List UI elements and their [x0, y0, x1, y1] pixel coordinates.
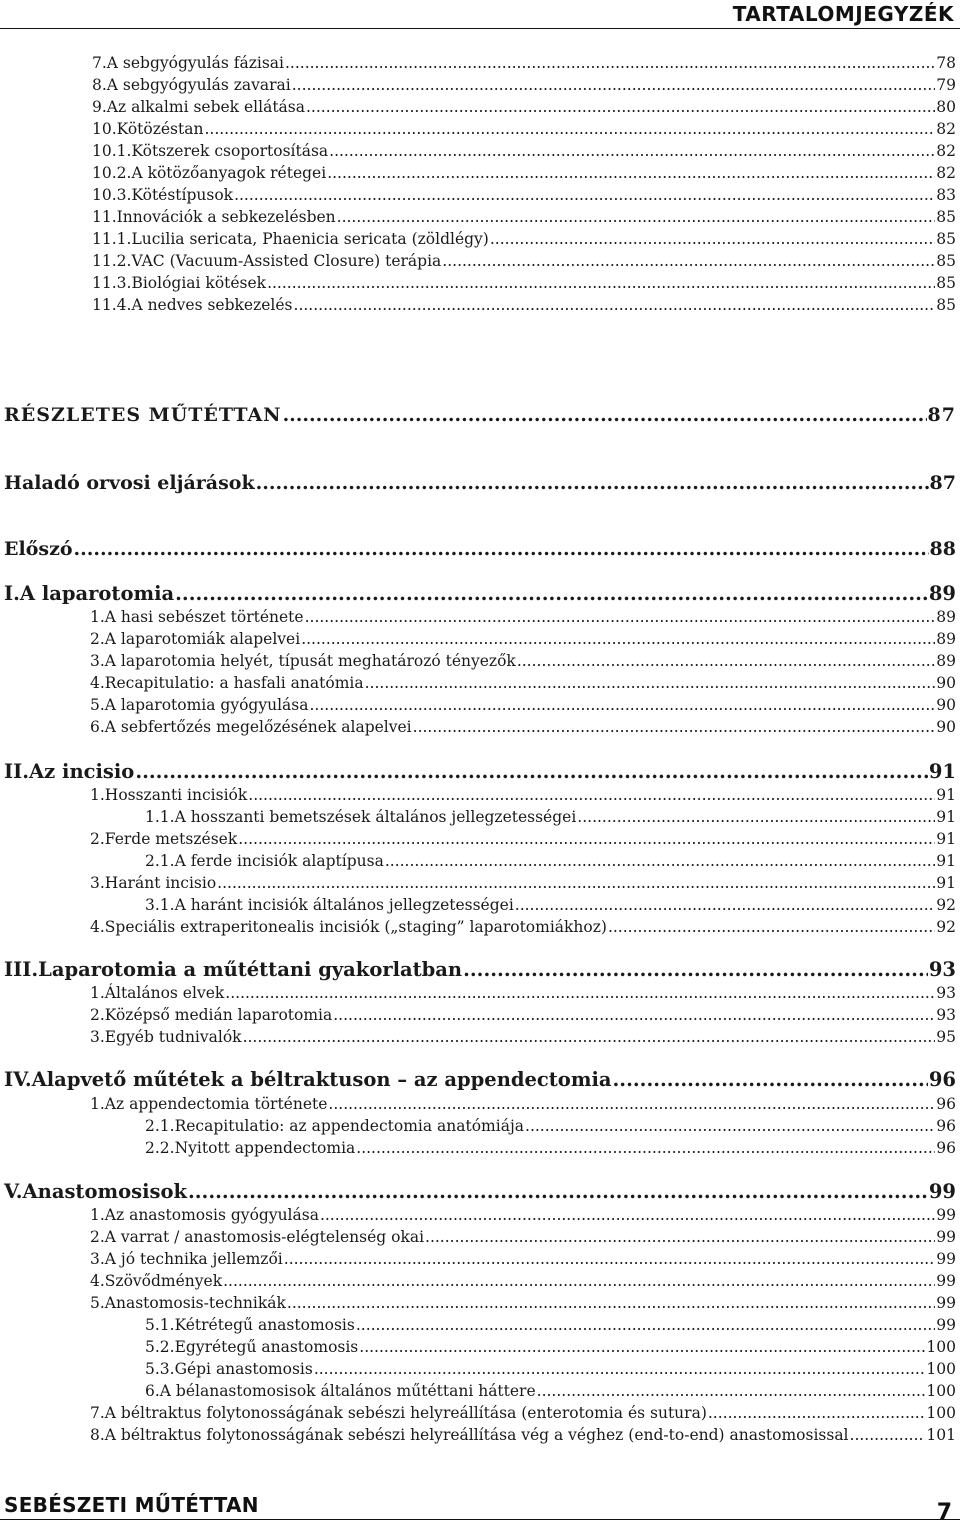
- toc-entry-number: 1.: [90, 1095, 105, 1113]
- toc-entry-title: A sebfertőzés megelőzésének alapelvei: [104, 718, 412, 736]
- toc-entry: [145, 1139, 956, 1157]
- toc-entry-page: 82: [936, 164, 956, 182]
- toc-entry-number: 2.: [90, 1006, 105, 1024]
- toc-entry: [145, 1316, 956, 1334]
- toc-entry-page: 100: [926, 1382, 956, 1400]
- toc-entry-title: VAC (Vacuum-Assisted Closure) terápia: [131, 252, 442, 270]
- toc-entry-number: 11.2.: [92, 252, 132, 270]
- toc-entry-title: Szövődmények: [104, 1272, 223, 1290]
- toc-entry-title: A hosszanti bemetszések általános jellegzetességei: [174, 808, 577, 826]
- toc-entry: [92, 252, 956, 270]
- toc-entry-page: 85: [936, 208, 956, 226]
- leader-dots: [333, 1006, 935, 1024]
- toc-entry-title: Alapvető műtétek a béltraktuson – az appendectomia: [31, 1068, 612, 1091]
- leader-dots: [238, 830, 935, 848]
- toc-entry-number: 10.1.: [92, 142, 132, 160]
- leader-dots: [537, 1382, 926, 1400]
- footer-rule: [0, 1519, 960, 1520]
- toc-entry-number: 3.1.: [145, 896, 175, 914]
- toc-entry: [90, 696, 956, 714]
- toc-entry-number: 3.: [90, 1250, 105, 1268]
- toc-entry-page: 100: [926, 1338, 956, 1356]
- toc-entry-title: Haladó orvosi eljárások: [4, 472, 255, 494]
- toc-entry-number: I.: [4, 582, 20, 605]
- leader-dots: [385, 852, 935, 870]
- toc-entry: [92, 142, 956, 160]
- toc-entry: [145, 1382, 956, 1400]
- toc-entry: [4, 538, 956, 560]
- toc-entry-title: Általános elvek: [104, 984, 225, 1002]
- toc-entry-number: 11.: [92, 208, 117, 226]
- toc-entry-number: 5.: [90, 696, 105, 714]
- toc-entry: [90, 786, 956, 804]
- toc-entry-title: Középső medián laparotomia: [104, 1006, 333, 1024]
- toc-entry-page: 89: [928, 582, 956, 605]
- toc-entry: [90, 718, 956, 736]
- toc-entry-title: Az alkalmi sebek ellátása: [106, 98, 305, 116]
- toc-entry-title: Lucilia sericata, Phaenicia sericata (zöldlégy): [131, 230, 489, 248]
- toc-entry-page: 95: [936, 1028, 956, 1046]
- toc-entry-number: 10.2.: [92, 164, 132, 182]
- leader-dots: [223, 1272, 935, 1290]
- toc-entry-number: 4.: [90, 918, 105, 936]
- toc-entry-number: 9.: [92, 98, 107, 116]
- toc-entry-title: Biológiai kötések: [131, 274, 267, 292]
- leader-dots: [425, 1228, 935, 1246]
- toc-entry-title: A haránt incisiók általános jellegzetességei: [174, 896, 514, 914]
- leader-dots: [356, 1316, 935, 1334]
- toc-entry-title: A jó technika jellemzői: [104, 1250, 283, 1268]
- leader-dots: [320, 1206, 935, 1224]
- toc-entry: [90, 1294, 956, 1312]
- toc-entry-title: Egyéb tudnivalók: [104, 1028, 242, 1046]
- leader-dots: [284, 1250, 935, 1268]
- toc-entry-page: 80: [936, 98, 956, 116]
- leader-dots: [337, 208, 936, 226]
- toc-entry-number: 1.: [90, 786, 105, 804]
- toc-entry-number: 2.: [90, 1228, 105, 1246]
- toc-entry-page: 93: [928, 958, 956, 981]
- toc-entry-page: 99: [936, 1316, 956, 1334]
- toc-entry-title: RÉSZLETES MŰTÉTTAN: [4, 404, 282, 426]
- leader-dots: [309, 696, 935, 714]
- leader-dots: [328, 1095, 935, 1113]
- toc-entry: [92, 120, 956, 138]
- toc-entry-page: 82: [936, 120, 956, 138]
- toc-entry: [90, 1028, 956, 1046]
- leader-dots: [234, 186, 935, 204]
- toc-entry: [90, 1228, 956, 1246]
- toc-entry-title: Gépi anastomosis: [174, 1360, 313, 1378]
- toc-entry: [90, 1250, 956, 1268]
- toc-entry: [90, 1272, 956, 1290]
- toc-entry: [90, 830, 956, 848]
- toc-entry-title: Hosszanti incisiók: [104, 786, 248, 804]
- toc-entry-title: Egyrétegű anastomosis: [174, 1338, 359, 1356]
- toc-entry: [90, 1426, 956, 1444]
- leader-dots: [283, 404, 927, 426]
- toc-entry-page: 99: [936, 1250, 956, 1268]
- toc-entry: [92, 296, 956, 314]
- toc-entry-page: 93: [936, 1006, 956, 1024]
- toc-entry-title: Anastomosis-technikák: [104, 1294, 286, 1312]
- toc-entry-number: 5.: [90, 1294, 105, 1312]
- toc-entry-page: 99: [928, 1180, 956, 1203]
- toc-entry-title: Nyitott appendectomia: [174, 1139, 356, 1157]
- toc-entry: [4, 1068, 956, 1091]
- toc-entry-page: 100: [926, 1360, 956, 1378]
- toc-entry-title: Recapitulatio: az appendectomia anatómiája: [174, 1117, 525, 1135]
- leader-dots: [850, 1426, 926, 1444]
- toc-entry-page: 92: [936, 918, 956, 936]
- toc-entry-number: 1.: [90, 984, 105, 1002]
- leader-dots: [267, 274, 935, 292]
- toc-entry-title: Laparotomia a műtéttani gyakorlatban: [38, 958, 463, 981]
- toc-entry-number: II.: [4, 760, 30, 783]
- page-number: 7: [936, 1500, 952, 1525]
- toc-entry-page: 99: [936, 1228, 956, 1246]
- toc-entry-title: A kötözőanyagok rétegei: [131, 164, 327, 182]
- leader-dots: [256, 472, 929, 494]
- leader-dots: [225, 984, 935, 1002]
- leader-dots: [413, 718, 936, 736]
- toc-entry: [90, 874, 956, 892]
- toc-entry: [90, 1006, 956, 1024]
- toc-entry-page: 85: [936, 230, 956, 248]
- toc-entry: [92, 208, 956, 226]
- leader-dots: [442, 252, 935, 270]
- leader-dots: [294, 296, 936, 314]
- toc-entry-title: A béltraktus folytonosságának sebészi helyreállítása (enterotomia és sutura): [104, 1404, 707, 1422]
- leader-dots: [359, 1338, 925, 1356]
- toc-entry-number: 2.: [90, 830, 105, 848]
- toc-entry-title: Speciális extraperitonealis incisiók („staging” laparotomiákhoz): [104, 918, 607, 936]
- leader-dots: [490, 230, 935, 248]
- toc-entry-page: 87: [927, 404, 956, 426]
- leader-dots: [217, 874, 935, 892]
- toc-entry-page: 88: [929, 538, 956, 560]
- toc-entry-number: 8.: [92, 76, 107, 94]
- toc-entry-title: Innovációk a sebkezelésben: [116, 208, 336, 226]
- toc-entry-page: 90: [936, 718, 956, 736]
- toc-entry-title: Kötözéstan: [116, 120, 204, 138]
- leader-dots: [708, 1404, 926, 1422]
- toc-entry-number: 2.1.: [145, 1117, 175, 1135]
- leader-dots: [613, 1068, 928, 1091]
- toc-entry-number: 1.1.: [145, 808, 175, 826]
- leader-dots: [248, 786, 935, 804]
- toc-entry-page: 87: [929, 472, 956, 494]
- toc-entry-number: 1.: [90, 608, 105, 626]
- toc-entry: [90, 630, 956, 648]
- toc-entry-title: A varrat / anastomosis-elégtelenség okai: [104, 1228, 425, 1246]
- toc-entry-page: 91: [928, 760, 956, 783]
- toc-entry-title: A ferde incisiók alaptípusa: [174, 852, 384, 870]
- toc-entry-page: 91: [936, 808, 956, 826]
- leader-dots: [329, 142, 935, 160]
- toc-entry-page: 85: [936, 274, 956, 292]
- toc-entry-page: 90: [936, 696, 956, 714]
- toc-entry-number: 2.1.: [145, 852, 175, 870]
- toc-entry-number: 1.: [90, 1206, 105, 1224]
- toc-entry-page: 96: [936, 1117, 956, 1135]
- toc-entry-page: 90: [936, 674, 956, 692]
- toc-entry: [92, 54, 956, 72]
- leader-dots: [243, 1028, 936, 1046]
- toc-entry-title: Az appendectomia története: [104, 1095, 328, 1113]
- leader-dots: [365, 674, 936, 692]
- toc-entry-title: Kötéstípusok: [131, 186, 234, 204]
- toc-entry: [92, 164, 956, 182]
- toc-entry: [92, 98, 956, 116]
- toc-entry: [92, 76, 956, 94]
- toc-entry: [4, 760, 956, 783]
- book-title: SEBÉSZETI MŰTÉTTAN: [4, 1493, 259, 1517]
- toc-entry: [90, 652, 956, 670]
- toc-entry: [92, 230, 956, 248]
- toc-entry-number: 10.: [92, 120, 117, 138]
- toc-entry-page: 96: [936, 1139, 956, 1157]
- toc-entry: [92, 274, 956, 292]
- running-header: TARTALOMJEGYZÉK: [732, 2, 954, 26]
- leader-dots: [306, 98, 935, 116]
- toc-entry-number: 7.: [90, 1404, 105, 1422]
- toc-entry-page: 101: [926, 1426, 956, 1444]
- toc-entry: [92, 186, 956, 204]
- toc-entry: [4, 958, 956, 981]
- toc-entry-title: Haránt incisio: [104, 874, 217, 892]
- toc-entry-title: A laparotomiák alapelvei: [104, 630, 301, 648]
- toc-entry: [90, 1095, 956, 1113]
- toc-entry-page: 99: [936, 1272, 956, 1290]
- leader-dots: [175, 582, 928, 605]
- leader-dots: [525, 1117, 935, 1135]
- toc-entry-page: 82: [936, 142, 956, 160]
- leader-dots: [204, 120, 935, 138]
- toc-entry-number: 6.: [90, 718, 105, 736]
- toc-entry-title: Kötszerek csoportosítása: [131, 142, 329, 160]
- toc-entry-title: Az anastomosis gyógyulása: [104, 1206, 319, 1224]
- toc-entry-page: 96: [936, 1095, 956, 1113]
- toc-entry: [145, 808, 956, 826]
- toc-entry: [90, 984, 956, 1002]
- toc-entry-page: 79: [936, 76, 956, 94]
- toc-entry-page: 83: [936, 186, 956, 204]
- toc-entry-number: 4.: [90, 1272, 105, 1290]
- toc-entry-page: 91: [936, 786, 956, 804]
- toc-entry-number: 5.2.: [145, 1338, 175, 1356]
- leader-dots: [292, 76, 936, 94]
- toc-entry: [4, 404, 956, 426]
- toc-entry-number: 7.: [92, 54, 107, 72]
- toc-entry: [90, 674, 956, 692]
- leader-dots: [327, 164, 935, 182]
- toc-entry-page: 99: [936, 1206, 956, 1224]
- leader-dots: [577, 808, 935, 826]
- toc-entry-page: 91: [936, 874, 956, 892]
- toc-entry-page: 96: [928, 1068, 956, 1091]
- toc-entry-title: A sebgyógyulás fázisai: [106, 54, 284, 72]
- toc-entry: [90, 1206, 956, 1224]
- toc-entry-page: 91: [936, 830, 956, 848]
- toc-entry-title: A laparotomia: [19, 582, 175, 605]
- toc-entry-title: Ferde metszések: [104, 830, 238, 848]
- toc-entry-number: III.: [4, 958, 39, 981]
- toc-entry-number: 5.3.: [145, 1360, 175, 1378]
- leader-dots: [74, 538, 929, 560]
- toc-entry: [145, 1117, 956, 1135]
- toc-entry-title: A bélanastomosisok általános műtéttani háttere: [159, 1382, 536, 1400]
- toc-entry-title: A laparotomia gyógyulása: [104, 696, 309, 714]
- toc-entry: [4, 472, 956, 494]
- toc-entry: [145, 1360, 956, 1378]
- toc-entry-page: 78: [936, 54, 956, 72]
- toc-entry-number: 3.: [90, 1028, 105, 1046]
- leader-dots: [515, 896, 935, 914]
- leader-dots: [287, 1294, 935, 1312]
- toc-entry-title: Előszó: [4, 538, 73, 560]
- toc-entry: [4, 1180, 956, 1203]
- header-rule: [0, 28, 960, 29]
- toc-entry-title: Recapitulatio: a hasfali anatómia: [104, 674, 364, 692]
- leader-dots: [608, 918, 935, 936]
- leader-dots: [517, 652, 935, 670]
- leader-dots: [285, 54, 935, 72]
- toc-entry: [90, 918, 956, 936]
- leader-dots: [305, 608, 936, 626]
- toc-entry-page: 100: [926, 1404, 956, 1422]
- leader-dots: [314, 1360, 926, 1378]
- toc-entry: [145, 1338, 956, 1356]
- toc-entry-number: 4.: [90, 674, 105, 692]
- toc-entry-number: 3.: [90, 652, 105, 670]
- toc-entry-page: 85: [936, 252, 956, 270]
- toc-entry-number: 2.2.: [145, 1139, 175, 1157]
- toc-entry-title: Anastomosisok: [22, 1180, 187, 1203]
- toc-entry-number: 3.: [90, 874, 105, 892]
- toc-entry-title: A laparotomia helyét, típusát meghatározó tényezők: [104, 652, 516, 670]
- leader-dots: [356, 1139, 935, 1157]
- toc-entry-number: 11.3.: [92, 274, 132, 292]
- toc-entry-number: IV.: [4, 1068, 32, 1091]
- toc-entry-number: 2.: [90, 630, 105, 648]
- toc-entry-page: 89: [936, 630, 956, 648]
- toc-entry-page: 85: [936, 296, 956, 314]
- toc-entry-page: 93: [936, 984, 956, 1002]
- toc-entry: [4, 582, 956, 605]
- toc-entry: [145, 852, 956, 870]
- toc-entry-page: 92: [936, 896, 956, 914]
- leader-dots: [188, 1180, 928, 1203]
- toc-entry-number: V.: [4, 1180, 23, 1203]
- toc-entry-title: Kétrétegű anastomosis: [174, 1316, 355, 1334]
- toc-entry-page: 91: [936, 852, 956, 870]
- toc-entry-title: A béltraktus folytonosságának sebészi helyreállítása vég a véghez (end-to-end) anastomosissal: [104, 1426, 849, 1444]
- toc-entry-page: 99: [936, 1294, 956, 1312]
- toc-entry-title: A sebgyógyulás zavarai: [106, 76, 291, 94]
- toc-entry: [145, 896, 956, 914]
- toc-entry: [90, 608, 956, 626]
- toc-entry-number: 8.: [90, 1426, 105, 1444]
- toc-entry-number: 10.3.: [92, 186, 132, 204]
- toc-entry-number: 6.: [145, 1382, 160, 1400]
- leader-dots: [135, 760, 928, 783]
- toc-entry-number: 5.1.: [145, 1316, 175, 1334]
- leader-dots: [463, 958, 928, 981]
- toc-entry-title: Az incisio: [29, 760, 135, 783]
- toc-entry-page: 89: [936, 652, 956, 670]
- toc-entry-page: 89: [936, 608, 956, 626]
- toc-entry-title: A hasi sebészet története: [104, 608, 304, 626]
- toc-entry: [90, 1404, 956, 1422]
- toc-entry-number: 11.1.: [92, 230, 132, 248]
- toc-entry-title: A nedves sebkezelés: [131, 296, 293, 314]
- leader-dots: [301, 630, 935, 648]
- toc-entry-number: 11.4.: [92, 296, 132, 314]
